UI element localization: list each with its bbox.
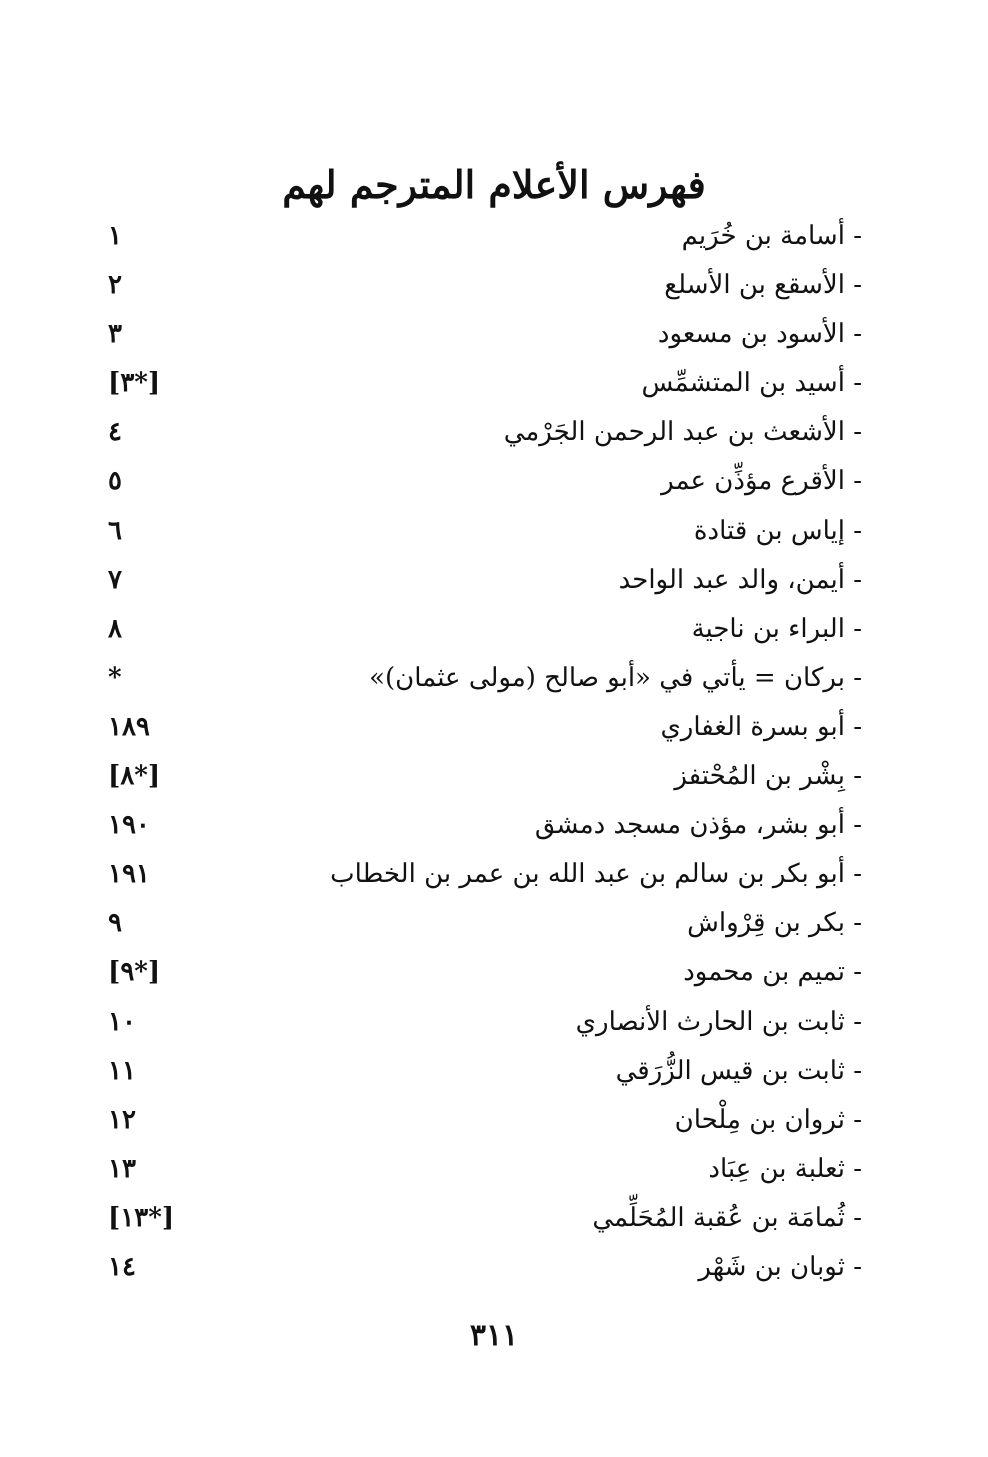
index-entry [0, 212, 988, 261]
entry-number: ١٩٠ [108, 810, 150, 841]
entry-name: - إياس بن قتادة [693, 515, 862, 546]
entry-number: ١٢ [108, 1104, 136, 1135]
index-entry [0, 1194, 988, 1243]
entry-number: ١١ [108, 1055, 136, 1086]
entry-name: - بِشْر بن المُحْتفز [674, 761, 862, 792]
index-entry [0, 1243, 988, 1292]
entry-number: ١ [108, 221, 122, 251]
entry-name: - الأشعث بن عبد الرحمن الجَرْمي [503, 417, 862, 448]
entry-number: ١٣ [108, 1153, 136, 1184]
entry-number: [*٩] [108, 957, 161, 988]
entry-name: - ثوبان بن شَهْر [698, 1251, 862, 1282]
entry-number: ١٩١ [108, 859, 150, 890]
entry-name: - أبو بسرة الغفاري [660, 711, 862, 742]
entry-number: ١٤ [108, 1251, 136, 1282]
index-entry [0, 261, 988, 310]
entry-name: - أسامة بن خُرَيم [681, 221, 862, 251]
index-entry [0, 1145, 988, 1194]
entry-number: [*١٣] [108, 1202, 175, 1233]
entry-name: - ثعلبة بن عِبَاد [708, 1153, 862, 1184]
index-entry [0, 359, 988, 408]
index-entry [0, 998, 988, 1047]
entry-name: - أبو بكر بن سالم بن عبد الله بن عمر بن الخطاب [330, 859, 862, 890]
entry-number: * [108, 662, 122, 693]
index-entry [0, 801, 988, 850]
entry-name: - بركان = يأتي في «أبو صالح (مولى عثمان)» [369, 662, 862, 693]
index-entry [0, 703, 988, 752]
index-entry [0, 310, 988, 359]
entry-number: ٩ [108, 908, 122, 939]
entry-name: - الأسقع بن الأسلع [664, 270, 862, 301]
index-entry [0, 556, 988, 605]
entry-name: - البراء بن ناجية [691, 613, 862, 644]
entry-name: - أسيد بن المتشمِّس [641, 368, 862, 399]
entry-number: ٥ [108, 466, 122, 497]
index-entry [0, 605, 988, 654]
page-title: فهرس الأعلام المترجم لهم [282, 162, 706, 208]
entry-name: - ثُمامَة بن عُقبة المُحَلِّمي [592, 1202, 862, 1233]
entry-number: ٦ [108, 515, 122, 546]
entry-name: - ثابت بن الحارث الأنصاري [575, 1006, 862, 1037]
index-entry [0, 948, 988, 997]
entry-name: - أبو بشر، مؤذن مسجد دمشق [534, 810, 862, 841]
entry-number: [*٣] [108, 368, 161, 399]
index-entry [0, 850, 988, 899]
index-entry [0, 1096, 988, 1145]
entry-name: - ثروان بن مِلْحان [674, 1104, 862, 1135]
index-entry [0, 1047, 988, 1096]
entry-name: - الأقرع مؤذِّن عمر [661, 466, 862, 497]
entry-number: ٣ [108, 319, 122, 350]
entry-name: - ثابت بن قيس الزُّرَقي [615, 1055, 862, 1086]
index-entry [0, 752, 988, 801]
index-list [0, 212, 988, 1292]
entry-number: [*٨] [108, 761, 161, 792]
page-number: ٣١١ [469, 1318, 519, 1353]
entry-name: - بكر بن قِرْواش [687, 908, 862, 939]
entry-number: ١٨٩ [108, 711, 150, 742]
entry-number: ٤ [108, 417, 122, 448]
entry-name: - الأسود بن مسعود [657, 319, 862, 350]
entry-number: ٨ [108, 613, 122, 644]
entry-name: - تميم بن محمود [683, 957, 862, 988]
entry-number: ١٠ [108, 1006, 136, 1037]
index-entry [0, 457, 988, 506]
entry-name: - أيمن، والد عبد الواحد [618, 564, 862, 595]
index-entry [0, 899, 988, 948]
index-entry [0, 654, 988, 703]
index-entry [0, 408, 988, 457]
entry-number: ٧ [108, 564, 122, 595]
entry-number: ٢ [108, 270, 122, 301]
index-entry [0, 507, 988, 556]
